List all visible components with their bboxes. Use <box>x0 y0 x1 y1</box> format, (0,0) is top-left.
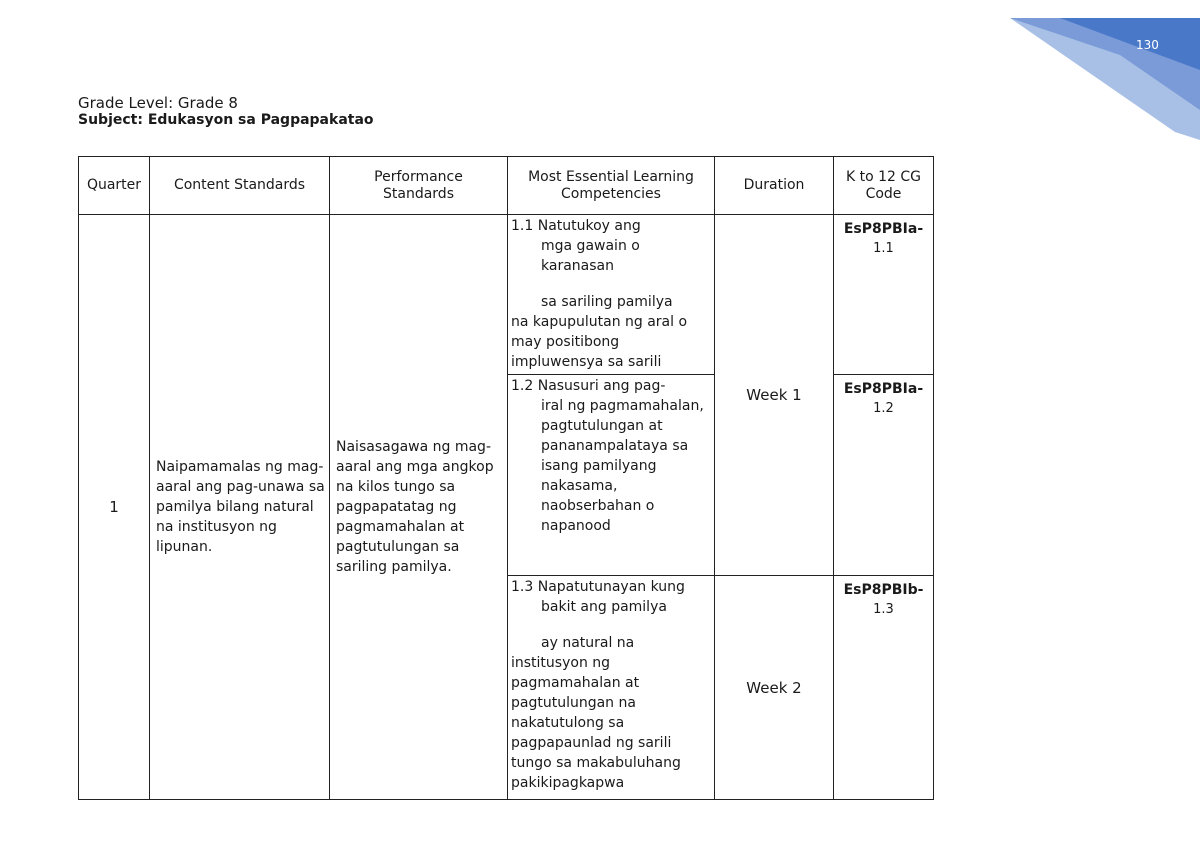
competency-text: na kapupulutan ng aral o may positibong impluwensya sa sarili <box>511 314 688 370</box>
cg-code-cell <box>834 375 934 576</box>
competency-1-3 <box>508 576 715 800</box>
code-label: EsP8PBIa- <box>843 221 924 237</box>
duration-cell: Week 2 <box>715 576 834 800</box>
code-label: EsP8PBIa- <box>843 381 924 397</box>
competency-1-1 <box>508 215 715 375</box>
grade-level: Grade Level: Grade 8 <box>78 94 238 112</box>
duration-cell: Week 1 <box>715 215 834 576</box>
performance-standard-cell: Naisasagawa ng mag-aaral ang mga angkop na kilos tungo sa pagpapatatag ng pagmamahalan at pagtutulungan sa sariling pamilya. <box>330 215 508 800</box>
header-quarter: Quarter <box>79 157 150 215</box>
subject: Subject: Edukasyon sa Pagpapakatao <box>78 112 374 128</box>
header-duration: Duration <box>715 157 834 215</box>
competency-text: sa sariling pamilya <box>541 294 673 310</box>
header-performance-standards: Performance Standards <box>330 157 508 215</box>
content-standard-cell: Naipamamalas ng mag-aaral ang pag-unawa sa pamilya bilang natural na institusyon ng lipunan. <box>150 215 330 800</box>
competency-text: institusyon ng pagmamahalan at pagtutulungan na nakatutulong sa pagpapaunlad ng sarili tungo sa makabuluhang pakikipagkapwa <box>511 655 681 791</box>
quarter-cell: 1 <box>79 215 150 800</box>
cg-code-cell <box>834 215 934 375</box>
competency-text: iral ng pagmamahalan, pagtutulungan at pananampalataya sa isang pamilyang nakasama, naobserbahan o napanood <box>541 398 704 534</box>
code-number: 1.1 <box>873 241 894 256</box>
document-header <box>78 95 374 129</box>
header-content-standards: Content Standards <box>150 157 330 215</box>
competency-1-2 <box>508 375 715 576</box>
competency-text: mga gawain o karanasan <box>541 238 640 274</box>
table-row <box>79 215 934 375</box>
table-header-row <box>79 157 934 215</box>
curriculum-table <box>78 156 934 800</box>
page-number: 130 <box>1136 38 1159 52</box>
competency-text: 1.3 Napatutunayan kung <box>511 579 685 595</box>
header-melc: Most Essential Learning Competencies <box>508 157 715 215</box>
competency-text: ay natural na <box>541 635 635 651</box>
code-label: EsP8PBIb- <box>843 582 924 598</box>
competency-text: 1.2 Nasusuri ang pag- <box>511 378 666 394</box>
corner-decoration <box>1000 0 1200 140</box>
cg-code-cell <box>834 576 934 800</box>
code-number: 1.3 <box>873 602 894 617</box>
competency-text: bakit ang pamilya <box>541 599 667 615</box>
competency-text: 1.1 Natutukoy ang <box>511 218 641 234</box>
code-number: 1.2 <box>873 401 894 416</box>
header-cg-code: K to 12 CG Code <box>834 157 934 215</box>
